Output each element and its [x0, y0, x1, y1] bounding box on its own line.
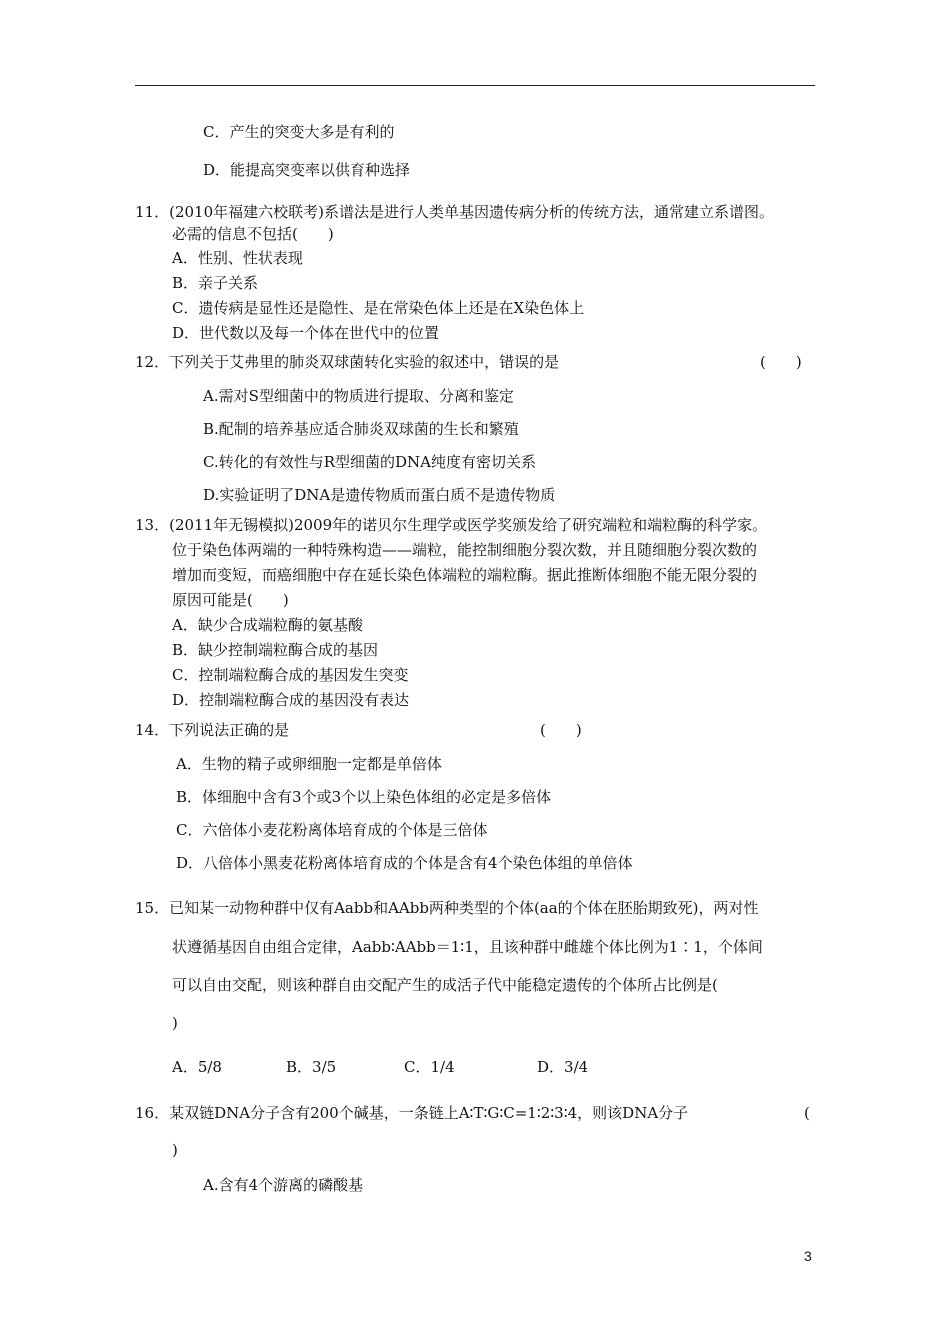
q11-stem-line2: 必需的信息不包括( ): [172, 225, 334, 243]
q15-stem-line2: 状遵循基因自由组合定律，Aabb∶AAbb＝1∶1，且该种群中雌雄个体比例为1∶1，个体间: [172, 938, 763, 956]
q12-answer-paren: ( ): [760, 353, 802, 371]
q16-answer-paren-open: (: [804, 1104, 810, 1122]
q13-stem-line2: 位于染色体两端的一种特殊构造——端粒，能控制细胞分裂次数，并且随细胞分裂次数的: [172, 541, 758, 559]
q14-option-a: A．生物的精子或卵细胞一定都是单倍体: [176, 755, 442, 773]
q12-option-d: D.实验证明了DNA是遗传物质而蛋白质不是遗传物质: [203, 486, 556, 504]
q10-option-c: C．产生的突变大多是有利的: [203, 123, 395, 141]
q15-stem-line4: ): [172, 1014, 178, 1032]
q15-stem-line3: 可以自由交配，则该种群自由交配产生的成活子代中能稳定遗传的个体所占比例是(: [172, 976, 718, 994]
q14-stem: 14．下列说法正确的是: [135, 721, 290, 739]
q16-answer-paren-close: ): [172, 1141, 178, 1159]
q11-option-d: D．世代数以及每一个体在世代中的位置: [172, 324, 440, 342]
q12-option-c: C.转化的有效性与R型细菌的DNA纯度有密切关系: [203, 453, 536, 471]
q13-option-b: B．缺少控制端粒酶合成的基因: [172, 641, 379, 659]
q13-stem-line1: 13．(2011年无锡模拟)2009年的诺贝尔生理学或医学奖颁发给了研究端粒和端粒酶的科学家。: [135, 516, 768, 534]
q12-option-b: B.配制的培养基应适合肺炎双球菌的生长和繁殖: [203, 420, 519, 438]
header-rule: [135, 85, 815, 86]
q13-stem-line4: 原因可能是( ): [172, 591, 289, 609]
q11-option-b: B．亲子关系: [172, 274, 259, 292]
q15-option-a: A．5/8: [172, 1058, 222, 1076]
q15-stem-line1: 15．已知某一动物种群中仅有Aabb和AAbb两种类型的个体(aa的个体在胚胎期致死)，两对性: [135, 899, 759, 917]
q12-option-a: A.需对S型细菌中的物质进行提取、分离和鉴定: [203, 387, 514, 405]
q16-stem: 16．某双链DNA分子含有200个碱基，一条链上A∶T∶G∶C=1∶2∶3∶4，则该DNA分子: [135, 1104, 689, 1122]
q15-option-d: D．3/4: [537, 1058, 589, 1076]
q13-option-a: A．缺少合成端粒酶的氨基酸: [172, 616, 363, 634]
q14-answer-paren: ( ): [540, 721, 582, 739]
q11-stem-line1: 11．(2010年福建六校联考)系谱法是进行人类单基因遗传病分析的传统方法，通常建立系谱图。: [135, 203, 774, 221]
q16-option-a: A.含有4个游离的磷酸基: [203, 1176, 364, 1194]
q13-option-d: D．控制端粒酶合成的基因没有表达: [172, 691, 410, 709]
q13-option-c: C．控制端粒酶合成的基因发生突变: [172, 666, 409, 684]
q12-stem: 12．下列关于艾弗里的肺炎双球菌转化实验的叙述中，错误的是: [135, 353, 560, 371]
q11-option-c: C．遗传病是显性还是隐性、是在常染色体上还是在X染色体上: [172, 299, 585, 317]
q14-option-d: D．八倍体小黑麦花粉离体培育成的个体是含有4个染色体组的单倍体: [176, 854, 633, 872]
q14-option-b: B．体细胞中含有3个或3个以上染色体组的必定是多倍体: [176, 788, 552, 806]
q15-option-c: C．1/4: [404, 1058, 455, 1076]
q11-option-a: A．性别、性状表现: [172, 249, 303, 267]
q10-option-d: D．能提高突变率以供育种选择: [203, 161, 411, 179]
q15-option-b: B．3/5: [286, 1058, 337, 1076]
q14-option-c: C．六倍体小麦花粉离体培育成的个体是三倍体: [176, 821, 488, 839]
q13-stem-line3: 增加而变短，而癌细胞中存在延长染色体端粒的端粒酶。据此推断体细胞不能无限分裂的: [172, 566, 758, 584]
page-number: 3: [804, 1248, 812, 1264]
